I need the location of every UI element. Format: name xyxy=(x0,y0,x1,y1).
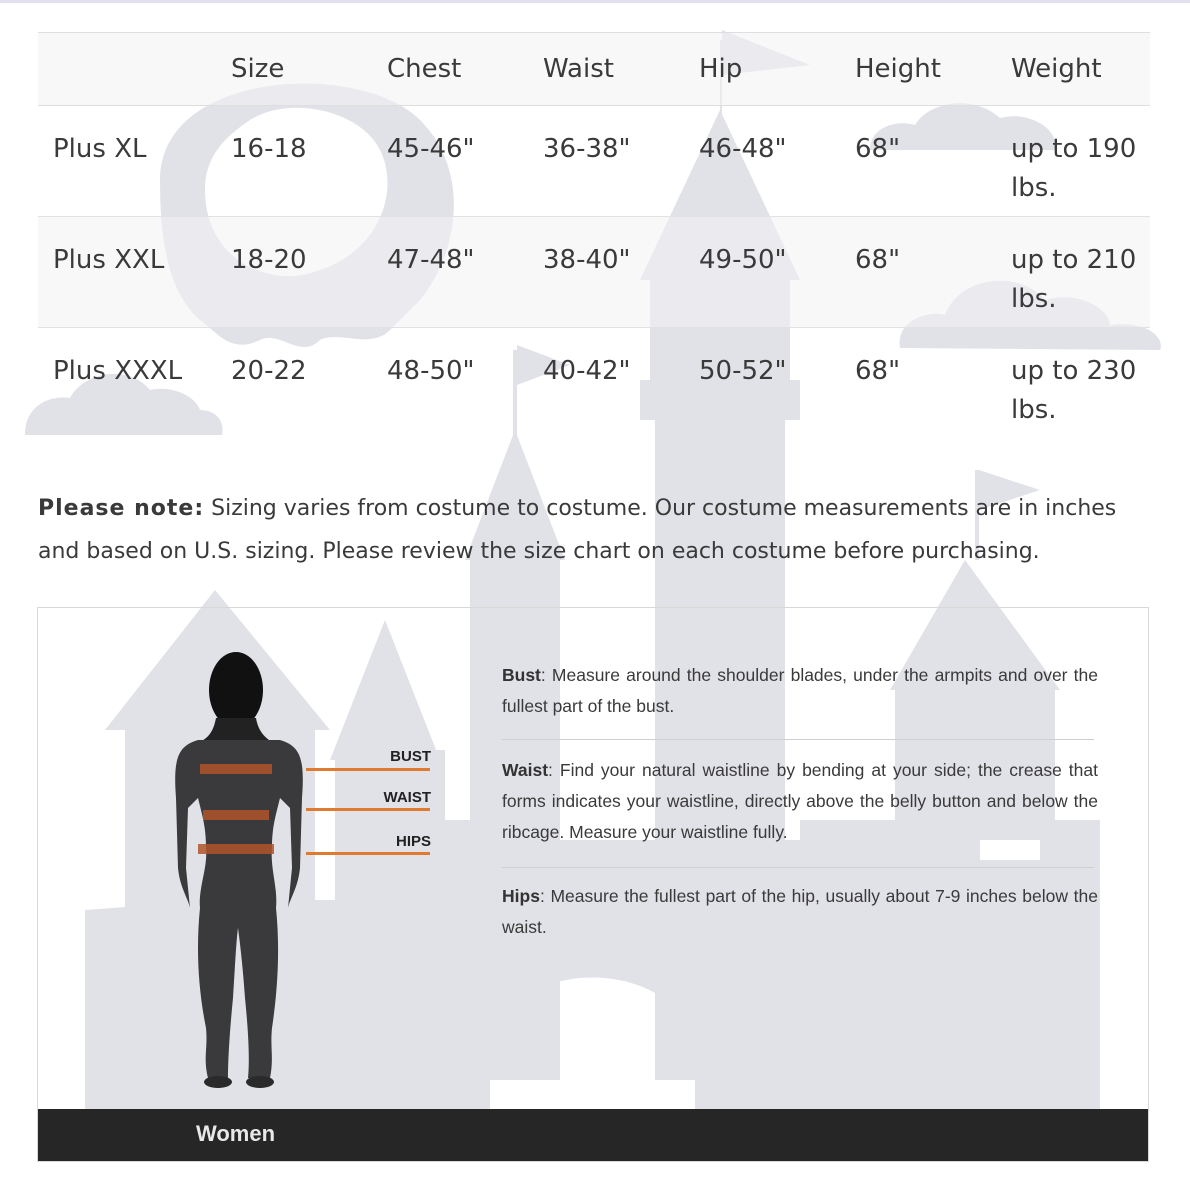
note-text: Sizing varies from costume to costume. Our costume measurements are in inches and based on U.S. sizing. Please review the size chart on each costume before purchasing. xyxy=(38,496,1117,564)
cell-waist: 40-42" xyxy=(543,356,631,386)
cell-weight: up to 230 lbs. xyxy=(1011,356,1137,425)
body-figure-icon xyxy=(38,608,498,1108)
cell-waist: 36-38" xyxy=(543,134,631,164)
divider xyxy=(502,739,1094,740)
table-row xyxy=(38,217,1150,328)
waist-line xyxy=(306,808,430,811)
header-weight: Weight xyxy=(996,33,1150,106)
cell-height: 68" xyxy=(855,245,901,275)
cell-chest: 47-48" xyxy=(387,245,475,275)
bust-term: Bust xyxy=(502,665,541,685)
waist-description xyxy=(502,755,1098,848)
cell-hip: 46-48" xyxy=(699,134,787,164)
waist-term: Waist xyxy=(502,760,549,780)
sizing-note xyxy=(38,487,1148,573)
bust-line xyxy=(306,768,430,771)
hips-term: Hips xyxy=(502,886,540,906)
cell-hip: 50-52" xyxy=(699,356,787,386)
hips-description xyxy=(502,881,1098,943)
cell-chest: 45-46" xyxy=(387,134,475,164)
note-label: Please note: xyxy=(38,496,205,521)
header-label xyxy=(38,33,216,106)
table-row xyxy=(38,106,1150,217)
row-label: Plus XXXL xyxy=(53,356,183,386)
hips-label: HIPS xyxy=(395,833,431,850)
bust-label: BUST xyxy=(390,748,431,765)
cell-height: 68" xyxy=(855,134,901,164)
cell-chest: 48-50" xyxy=(387,356,475,386)
bust-text: : Measure around the shoulder blades, under the armpits and over the fullest part of the bust. xyxy=(502,665,1098,716)
cell-weight: up to 210 lbs. xyxy=(1011,245,1137,314)
cell-height: 68" xyxy=(855,356,901,386)
footer-label: Women xyxy=(196,1121,276,1146)
header-chest: Chest xyxy=(372,33,528,106)
header-hip: Hip xyxy=(684,33,840,106)
waist-label: WAIST xyxy=(383,789,431,806)
size-chart-table xyxy=(38,32,1150,439)
table-header-row xyxy=(38,33,1150,106)
hips-text: : Measure the fullest part of the hip, usually about 7-9 inches below the waist. xyxy=(502,886,1098,937)
header-height: Height xyxy=(840,33,996,106)
bust-description xyxy=(502,660,1098,722)
cell-size: 16-18 xyxy=(231,134,307,164)
divider xyxy=(502,867,1094,868)
cell-hip: 49-50" xyxy=(699,245,787,275)
waist-text: : Find your natural waistline by bending at your side; the crease that forms indicates your waistline, directly above the belly button and below the ribcage. Measure your waistline fully. xyxy=(502,760,1098,842)
cell-size: 20-22 xyxy=(231,356,307,386)
measurement-guide xyxy=(37,607,1149,1162)
header-waist: Waist xyxy=(528,33,684,106)
row-label: Plus XXL xyxy=(53,245,165,275)
table-row xyxy=(38,328,1150,439)
row-label: Plus XL xyxy=(53,134,147,164)
header-size: Size xyxy=(216,33,372,106)
hips-line xyxy=(306,852,430,855)
cell-weight: up to 190 lbs. xyxy=(1011,134,1137,203)
guide-footer-bar xyxy=(38,1109,1148,1161)
cell-waist: 38-40" xyxy=(543,245,631,275)
cell-size: 18-20 xyxy=(231,245,307,275)
